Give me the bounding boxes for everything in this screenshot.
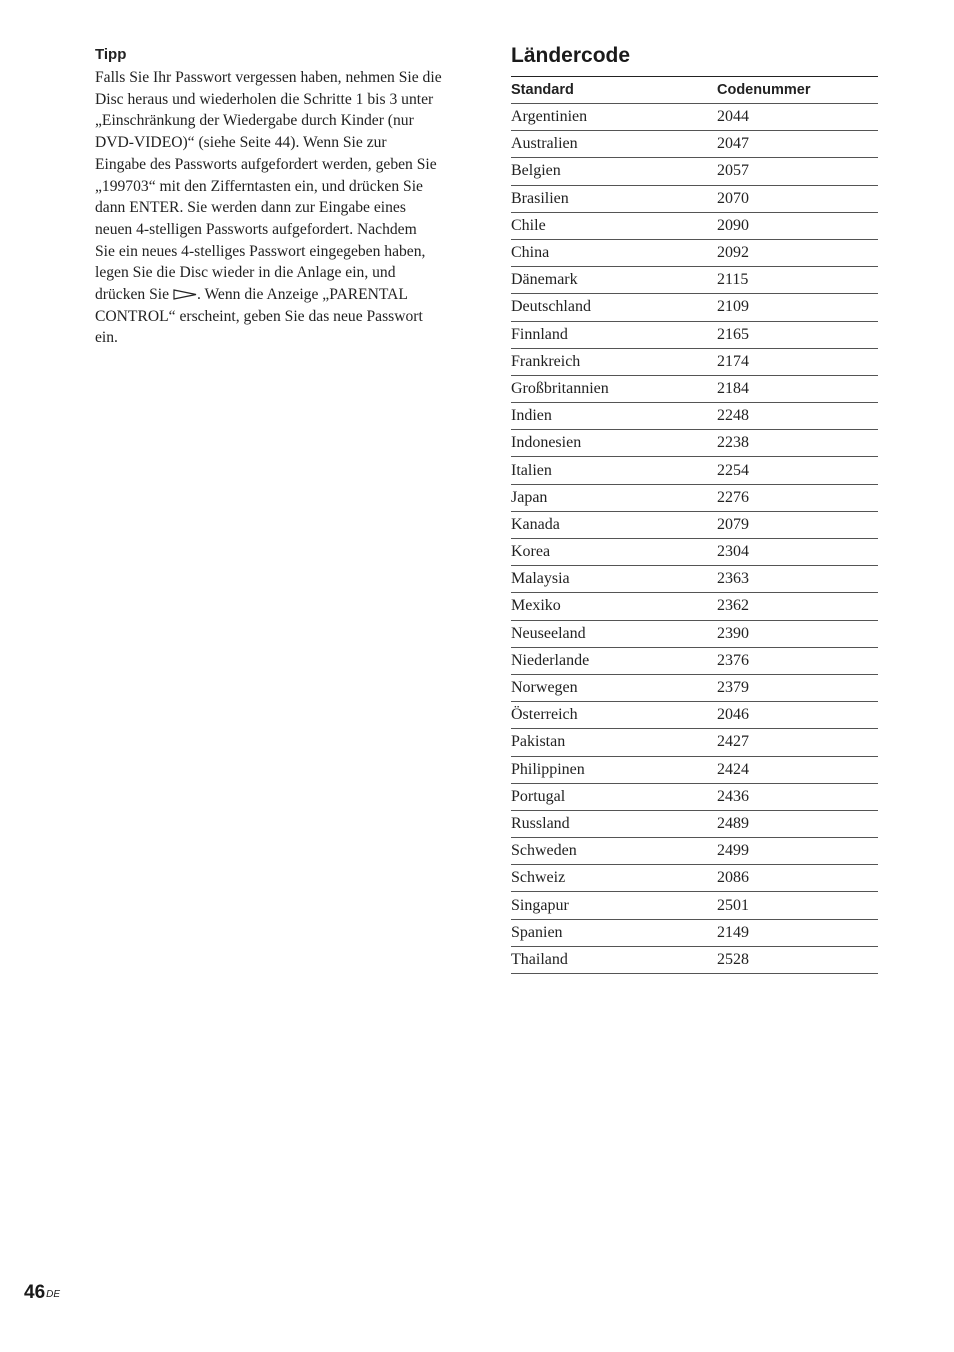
code-cell: 2090	[717, 212, 878, 239]
country-cell: Mexiko	[511, 593, 717, 620]
country-cell: Kanada	[511, 511, 717, 538]
tip-line: Eingabe des Passworts aufgefordert werden, geben Sie	[95, 155, 437, 173]
code-cell: 2436	[717, 783, 878, 810]
code-cell: 2248	[717, 403, 878, 430]
table-row	[511, 212, 878, 239]
code-cell: 2086	[717, 865, 878, 892]
code-cell: 2501	[717, 892, 878, 919]
country-cell: Norwegen	[511, 674, 717, 701]
tip-line: „199703“ mit den Zifferntasten ein, und drücken Sie	[95, 177, 423, 195]
table-row	[511, 946, 878, 973]
table-row	[511, 511, 878, 538]
country-cell: Finnland	[511, 321, 717, 348]
country-cell: Argentinien	[511, 104, 717, 131]
section-title: Ländercode	[511, 44, 631, 67]
table-row	[511, 267, 878, 294]
country-cell: Portugal	[511, 783, 717, 810]
country-cell: Schweden	[511, 838, 717, 865]
table-row	[511, 104, 878, 131]
tip-text	[95, 67, 467, 349]
code-cell: 2047	[717, 131, 878, 158]
country-cell: Niederlande	[511, 647, 717, 674]
table-row	[511, 892, 878, 919]
table-body	[511, 104, 878, 974]
code-cell: 2079	[717, 511, 878, 538]
tip-line-part: . Wenn die Anzeige „PARENTAL	[196, 286, 408, 304]
code-cell: 2092	[717, 239, 878, 266]
code-cell: 2046	[717, 702, 878, 729]
tip-line: dann ENTER. Sie werden dann zur Eingabe eines	[95, 199, 406, 217]
code-cell: 2390	[717, 620, 878, 647]
tip-line: Disc heraus und wiederholen die Schritte 1 bis 3 unter	[95, 90, 434, 108]
page-number-value: 46	[24, 1282, 46, 1303]
country-cell: Chile	[511, 212, 717, 239]
table-row	[511, 702, 878, 729]
code-cell: 2424	[717, 756, 878, 783]
code-cell: 2376	[717, 647, 878, 674]
column-header-code: Codenummer	[717, 77, 878, 104]
code-cell: 2254	[717, 457, 878, 484]
code-cell: 2184	[717, 375, 878, 402]
table-row	[511, 783, 878, 810]
country-cell: Österreich	[511, 702, 717, 729]
table-row	[511, 185, 878, 212]
country-cell: Thailand	[511, 946, 717, 973]
table-row	[511, 593, 878, 620]
code-cell: 2489	[717, 810, 878, 837]
code-cell: 2109	[717, 294, 878, 321]
code-cell: 2427	[717, 729, 878, 756]
country-cell: Belgien	[511, 158, 717, 185]
table-row	[511, 566, 878, 593]
country-cell: Neuseeland	[511, 620, 717, 647]
tip-line: Falls Sie Ihr Passwort vergessen haben, nehmen Sie die	[95, 69, 442, 86]
table-row	[511, 158, 878, 185]
code-cell: 2149	[717, 919, 878, 946]
code-cell: 2165	[717, 321, 878, 348]
tip-line: legen Sie die Disc wieder in die Anlage ein, und	[95, 264, 396, 282]
table-row	[511, 865, 878, 892]
page-number	[24, 1280, 60, 1306]
code-cell: 2528	[717, 946, 878, 973]
table-row	[511, 131, 878, 158]
tip-box	[95, 44, 467, 349]
table-row	[511, 674, 878, 701]
country-cell: Dänemark	[511, 267, 717, 294]
table-row	[511, 729, 878, 756]
code-cell: 2362	[717, 593, 878, 620]
table-row	[511, 810, 878, 837]
country-cell: Pakistan	[511, 729, 717, 756]
tip-line: ein.	[95, 329, 118, 347]
column-header-standard: Standard	[511, 77, 717, 104]
table-row	[511, 430, 878, 457]
country-cell: Spanien	[511, 919, 717, 946]
tip-line: neuen 4-stelligen Passworts aufgefordert. Nachdem	[95, 220, 417, 238]
country-cell: Schweiz	[511, 865, 717, 892]
country-cell: Großbritannien	[511, 375, 717, 402]
tip-line: CONTROL“ erscheint, geben Sie das neue Passwort	[95, 307, 423, 325]
country-cell: Philippinen	[511, 756, 717, 783]
country-cell: China	[511, 239, 717, 266]
table-row	[511, 647, 878, 674]
country-cell: Indien	[511, 403, 717, 430]
code-cell: 2304	[717, 539, 878, 566]
table-row	[511, 239, 878, 266]
country-cell: Frankreich	[511, 348, 717, 375]
country-cell: Italien	[511, 457, 717, 484]
play-button-icon	[173, 288, 197, 299]
country-cell: Indonesien	[511, 430, 717, 457]
tip-line	[95, 284, 467, 306]
tip-line: „Einschränkung der Wiedergabe durch Kinder (nur	[95, 112, 414, 130]
tip-line-part: drücken Sie	[95, 286, 173, 304]
table-row	[511, 457, 878, 484]
code-cell: 2044	[717, 104, 878, 131]
code-cell: 2379	[717, 674, 878, 701]
table-row	[511, 403, 878, 430]
country-cell: Malaysia	[511, 566, 717, 593]
page-language-suffix: DE	[46, 1289, 61, 1300]
table-row	[511, 756, 878, 783]
table-row	[511, 348, 878, 375]
table-row	[511, 620, 878, 647]
country-code-table	[511, 76, 878, 974]
table-row	[511, 294, 878, 321]
table-row	[511, 484, 878, 511]
code-cell: 2276	[717, 484, 878, 511]
country-cell: Russland	[511, 810, 717, 837]
tip-line: Sie ein neues 4-stelliges Passwort eingegeben haben,	[95, 242, 426, 260]
table-row	[511, 321, 878, 348]
tip-line: DVD-VIDEO)“ (siehe Seite 44). Wenn Sie zur	[95, 134, 387, 152]
table-header-row	[511, 77, 878, 104]
table-row	[511, 375, 878, 402]
table-row	[511, 838, 878, 865]
tip-heading: Tipp	[95, 46, 127, 63]
code-cell: 2057	[717, 158, 878, 185]
code-cell: 2238	[717, 430, 878, 457]
country-cell: Korea	[511, 539, 717, 566]
country-cell: Japan	[511, 484, 717, 511]
code-cell: 2499	[717, 838, 878, 865]
table-row	[511, 919, 878, 946]
code-cell: 2174	[717, 348, 878, 375]
country-cell: Australien	[511, 131, 717, 158]
country-cell: Deutschland	[511, 294, 717, 321]
code-cell: 2363	[717, 566, 878, 593]
country-cell: Brasilien	[511, 185, 717, 212]
table-row	[511, 539, 878, 566]
code-cell: 2070	[717, 185, 878, 212]
code-cell: 2115	[717, 267, 878, 294]
country-cell: Singapur	[511, 892, 717, 919]
country-code-section	[511, 42, 878, 974]
